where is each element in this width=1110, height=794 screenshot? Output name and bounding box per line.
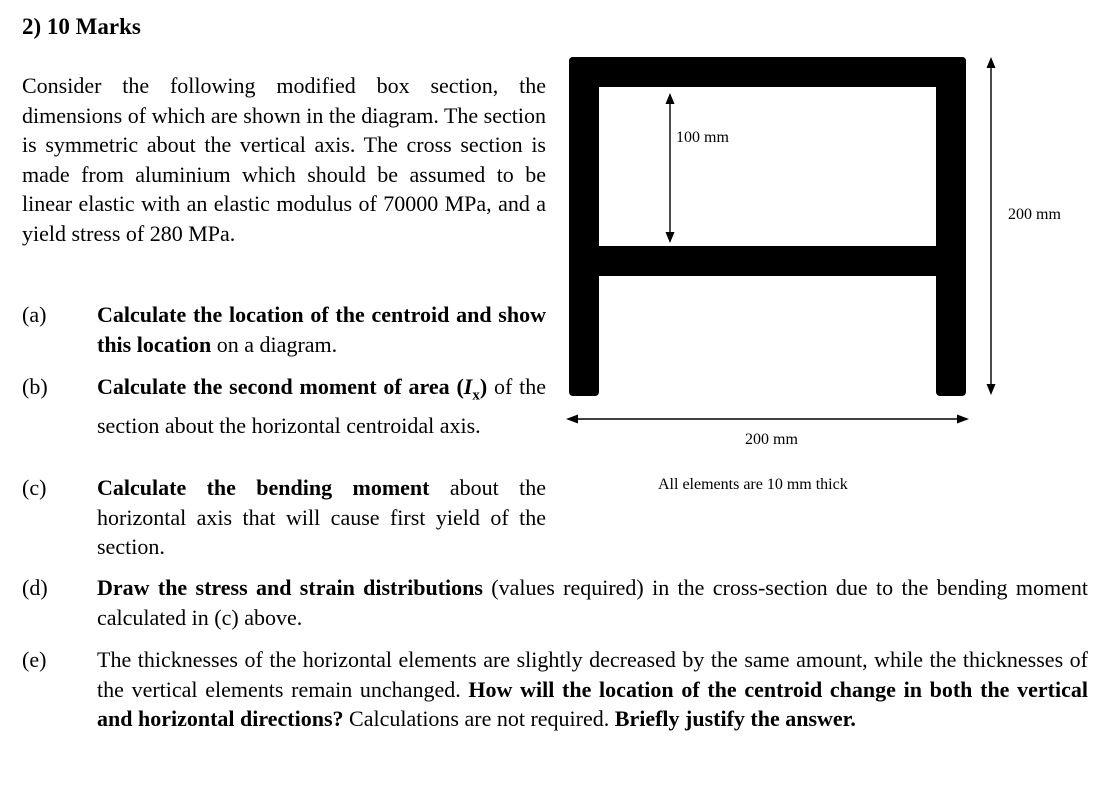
part-b-label: (b) [22, 374, 48, 399]
top-flange [569, 57, 966, 87]
left-web [569, 57, 599, 396]
total-height-label: 200 mm [1008, 206, 1061, 223]
part-d-rest: (values required) in the cross-section due to the bending moment calculated in (c) above. [97, 575, 1088, 630]
inner-height-label: 100 mm [676, 129, 729, 146]
part-a-bold: Calculate the location of the centroid and show this location [97, 302, 546, 357]
part-c-rest: about the horizontal axis that will cause first yield of the section. [97, 475, 547, 559]
width-label: 200 mm [745, 431, 798, 448]
part-d-bold: Draw the stress and strain distributions [97, 575, 483, 600]
right-web [936, 57, 966, 396]
inner-height-dimension [666, 93, 675, 243]
part-a-label: (a) [22, 302, 47, 327]
middle-flange [569, 246, 966, 276]
thickness-note: All elements are 10 mm thick [658, 476, 848, 493]
part-c-label: (c) [22, 475, 47, 500]
part-e-plain-2: Calculations are not required. [343, 706, 615, 731]
width-dimension [566, 415, 969, 424]
part-b-symbol: I [463, 374, 473, 399]
part-c-bold: Calculate the bending moment [97, 475, 430, 500]
part-e-bold-2: Briefly justify the answer. [614, 706, 856, 731]
part-e-plain-1: The thicknesses of the horizontal elements are slightly decreased by the same amount, while the thicknesses of the vertical elements remain unchanged. [97, 647, 1088, 702]
part-b-rest: of the section about the horizontal centroidal axis. [97, 374, 546, 438]
cross-section-shape [569, 57, 966, 396]
part-b-subscript: x [472, 387, 480, 404]
part-d-label: (d) [22, 575, 48, 600]
question-heading: 2) 10 Marks [22, 14, 141, 39]
part-e-label: (e) [22, 647, 47, 672]
total-height-dimension [987, 57, 996, 395]
part-b-bold-1: Calculate the second moment of area ( [97, 374, 464, 399]
problem-intro: Consider the following modified box section, the dimensions of which are shown in the diagram. The section is symmetric about the vertical axis. The cross section is made from aluminium which should be assumed to be linear elastic with an elastic modulus of 70000 MPa, and a yield stress of 280 MPa. [22, 73, 546, 246]
part-b-bold-2: ) [479, 374, 488, 399]
part-a-rest: on a diagram. [211, 331, 338, 357]
part-e-bold-1: How will the location of the centroid change in both the vertical and horizontal directions? [97, 676, 1088, 731]
